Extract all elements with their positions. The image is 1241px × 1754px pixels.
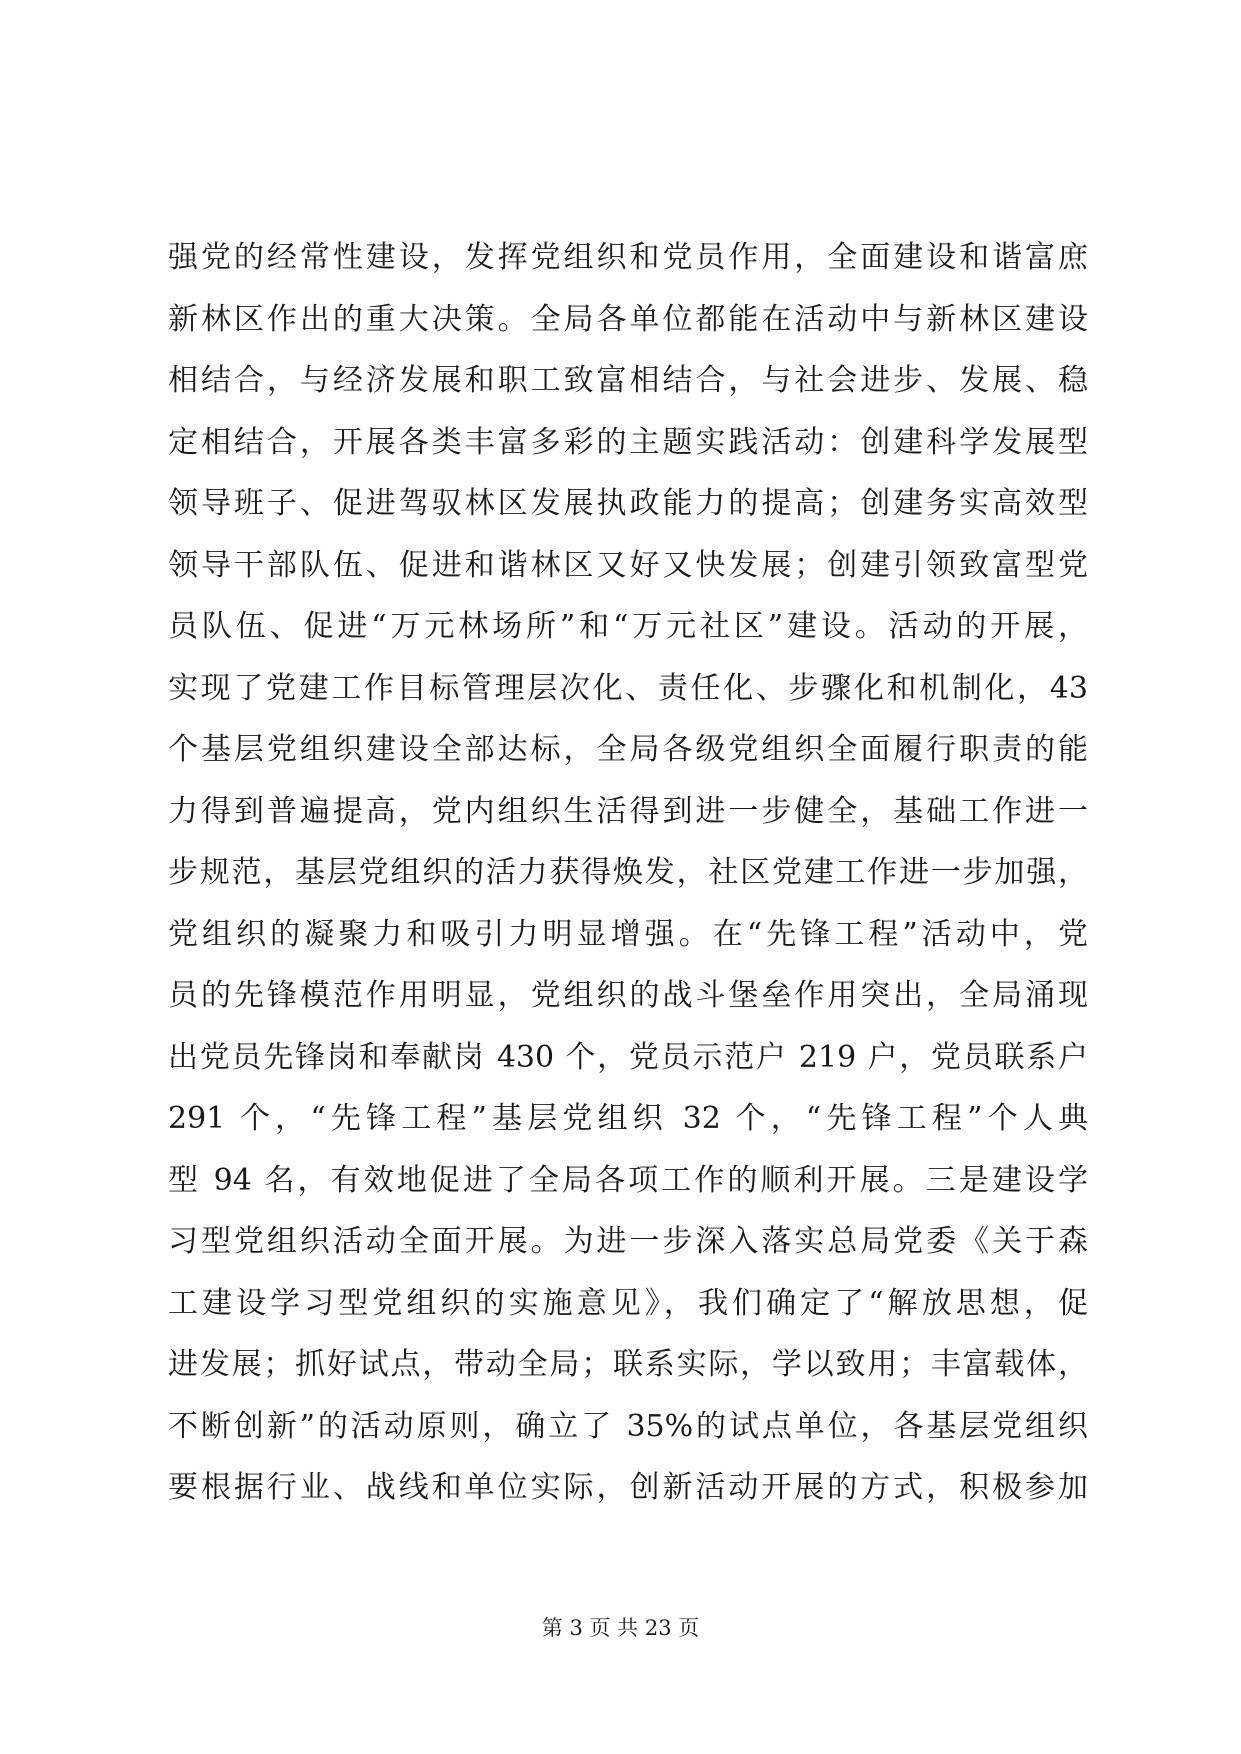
text-line: 领导班子、促进驾驭林区发展执政能力的提高；创建务实高效型 bbox=[168, 486, 1088, 521]
text-line: 291 个，“先锋工程”基层党组织 32 个，“先锋工程”个人典 bbox=[168, 1101, 1088, 1136]
text-line: 出党员先锋岗和奉献岗 430 个，党员示范户 219 户，党员联系户 bbox=[168, 1039, 1088, 1075]
text-line: 力得到普遍提高，党内组织生活得到进一步健全，基础工作进一 bbox=[168, 793, 1088, 829]
text-line: 领导干部队伍、促进和谐林区又好又快发展；创建引领致富型党 bbox=[168, 547, 1088, 583]
text-line: 工建设学习型党组织的实施意见》，我们确定了“解放思想，促 bbox=[168, 1285, 1088, 1321]
text-line: 定相结合，开展各类丰富多彩的主题实践活动：创建科学发展型 bbox=[168, 424, 1088, 460]
text-line: 实现了党建工作目标管理层次化、责任化、步骤化和机制化，43 bbox=[168, 670, 1088, 706]
text-line: 步规范，基层党组织的活力获得焕发，社区党建工作进一步加强， bbox=[168, 855, 1088, 890]
text-line: 党组织的凝聚力和吸引力明显增强。在“先锋工程”活动中，党 bbox=[168, 916, 1088, 952]
text-line: 不断创新”的活动原则，确立了 35%的试点单位，各基层党组织 bbox=[168, 1408, 1088, 1444]
text-line: 进发展；抓好试点，带动全局；联系实际，学以致用；丰富载体， bbox=[168, 1347, 1088, 1382]
text-line: 强党的经常性建设，发挥党组织和党员作用，全面建设和谐富庶 bbox=[168, 240, 1088, 275]
page-number-footer: 第 3 页 共 23 页 bbox=[541, 1616, 700, 1640]
text-line: 要根据行业、战线和单位实际，创新活动开展的方式，积极参加 bbox=[168, 1470, 1088, 1505]
text-line: 相结合，与经济发展和职工致富相结合，与社会进步、发展、稳 bbox=[168, 363, 1088, 398]
text-line: 个基层党组织建设全部达标，全局各级党组织全面履行职责的能 bbox=[168, 732, 1088, 767]
text-line: 习型党组织活动全面开展。为进一步深入落实总局党委《关于森 bbox=[168, 1224, 1088, 1259]
text-line: 型 94 名，有效地促进了全局各项工作的顺利开展。三是建设学 bbox=[168, 1162, 1088, 1198]
text-line: 新林区作出的重大决策。全局各单位都能在活动中与新林区建设 bbox=[168, 301, 1088, 337]
text-line: 员的先锋模范作用明显，党组织的战斗堡垒作用突出，全局涌现 bbox=[168, 978, 1088, 1013]
text-line: 员队伍、促进“万元林场所”和“万元社区”建设。活动的开展， bbox=[168, 609, 1088, 644]
body-paragraph bbox=[168, 227, 1088, 1519]
